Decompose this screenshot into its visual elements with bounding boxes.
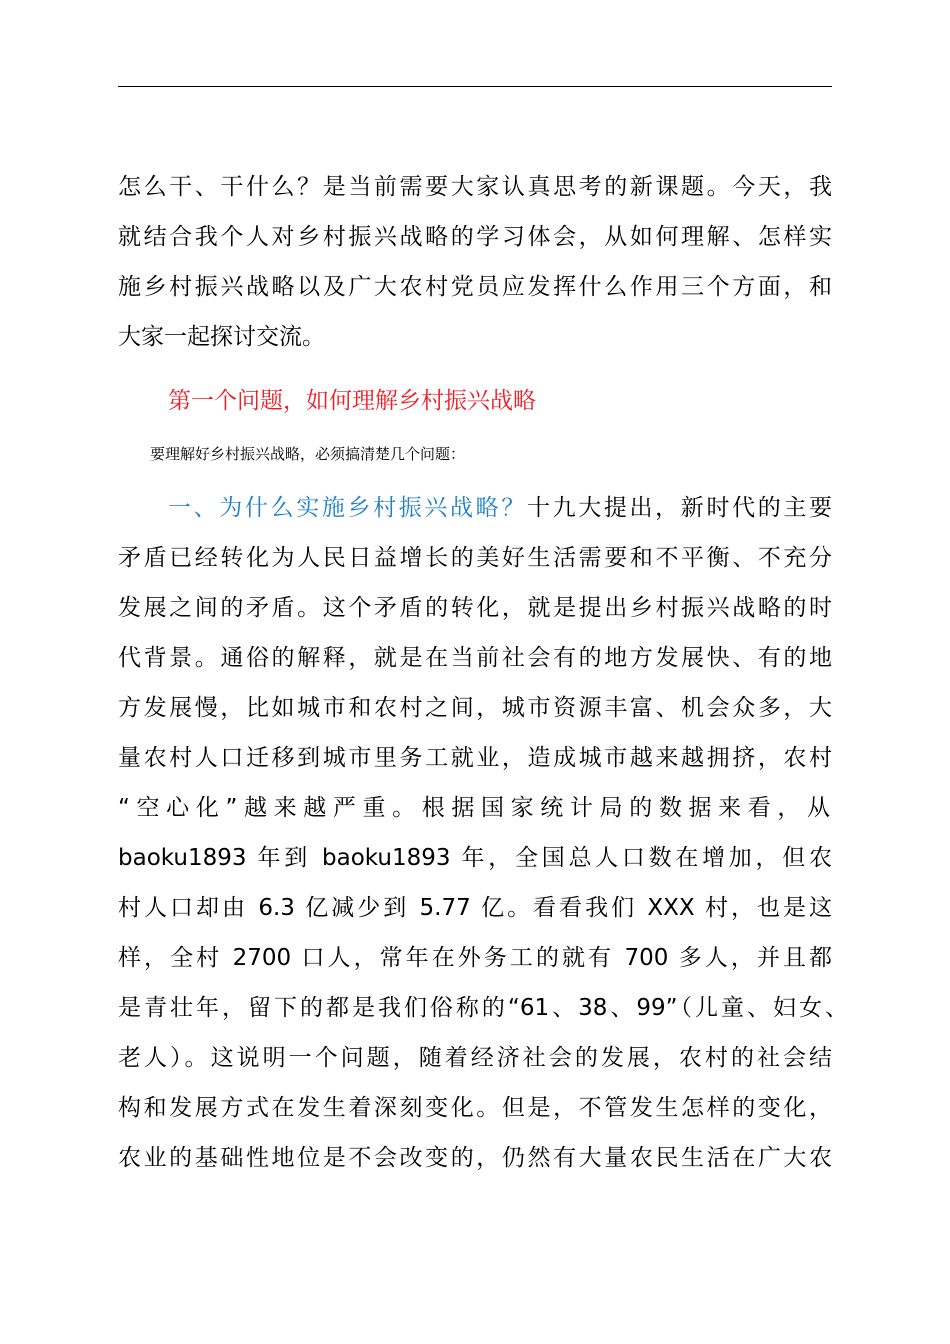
- intro-note: 要理解好乡村振兴战略，必须搞清楚几个问题：: [150, 445, 466, 463]
- paragraph-line: 大家一起探讨交流。: [118, 324, 325, 350]
- paragraph-line: 是青壮年，留下的都是我们俗称的“61、38、99”（儿童、妇女、: [118, 995, 848, 1021]
- paragraph-line: 农业的基础性地位是不会改变的，仍然有大量农民生活在广大农: [118, 1145, 832, 1171]
- paragraph-line: baoku1893 年到 baoku1893 年，全国总人口数在增加，但农: [118, 845, 832, 871]
- paragraph-line: 样，全村 2700 口人，常年在外务工的就有 700 多人，并且都: [118, 945, 832, 971]
- paragraph-line: 方发展慢，比如城市和农村之间，城市资源丰富、机会众多，大: [118, 695, 832, 721]
- subsection-first-line: [168, 493, 832, 523]
- subsection-title: 一、为什么实施乡村振兴战略？: [168, 495, 527, 521]
- paragraph-line: 量农村人口迁移到城市里务工就业，造成城市越来越拥挤，农村: [118, 745, 832, 771]
- subsection-first-line-text: 十九大提出，新时代的主要: [526, 495, 833, 521]
- paragraph-line: 构和发展方式在发生着深刻变化。但是，不管发生怎样的变化，: [118, 1095, 832, 1121]
- paragraph-line: 代背景。通俗的解释，就是在当前社会有的地方发展快、有的地: [118, 645, 832, 671]
- paragraph-line: 怎么干、干什么？是当前需要大家认真思考的新课题。今天，我: [118, 174, 832, 200]
- paragraph-line: 村人口却由 6.3 亿减少到 5.77 亿。看看我们 XXX 村，也是这: [118, 895, 832, 921]
- paragraph-line: “空心化”越来越严重。根据国家统计局的数据来看，从: [118, 795, 832, 821]
- paragraph-line: 矛盾已经转化为人民日益增长的美好生活需要和不平衡、不充分: [118, 545, 832, 571]
- paragraph-line: 施乡村振兴战略以及广大农村党员应发挥什么作用三个方面，和: [118, 274, 832, 300]
- header-rule: [118, 86, 832, 87]
- section-heading: 第一个问题，如何理解乡村振兴战略: [168, 388, 536, 414]
- paragraph-line: 就结合我个人对乡村振兴战略的学习体会，从如何理解、怎样实: [118, 224, 832, 250]
- paragraph-line: 老人）。这说明一个问题，随着经济社会的发展，农村的社会结: [118, 1045, 832, 1071]
- paragraph-line: 发展之间的矛盾。这个矛盾的转化，就是提出乡村振兴战略的时: [118, 595, 832, 621]
